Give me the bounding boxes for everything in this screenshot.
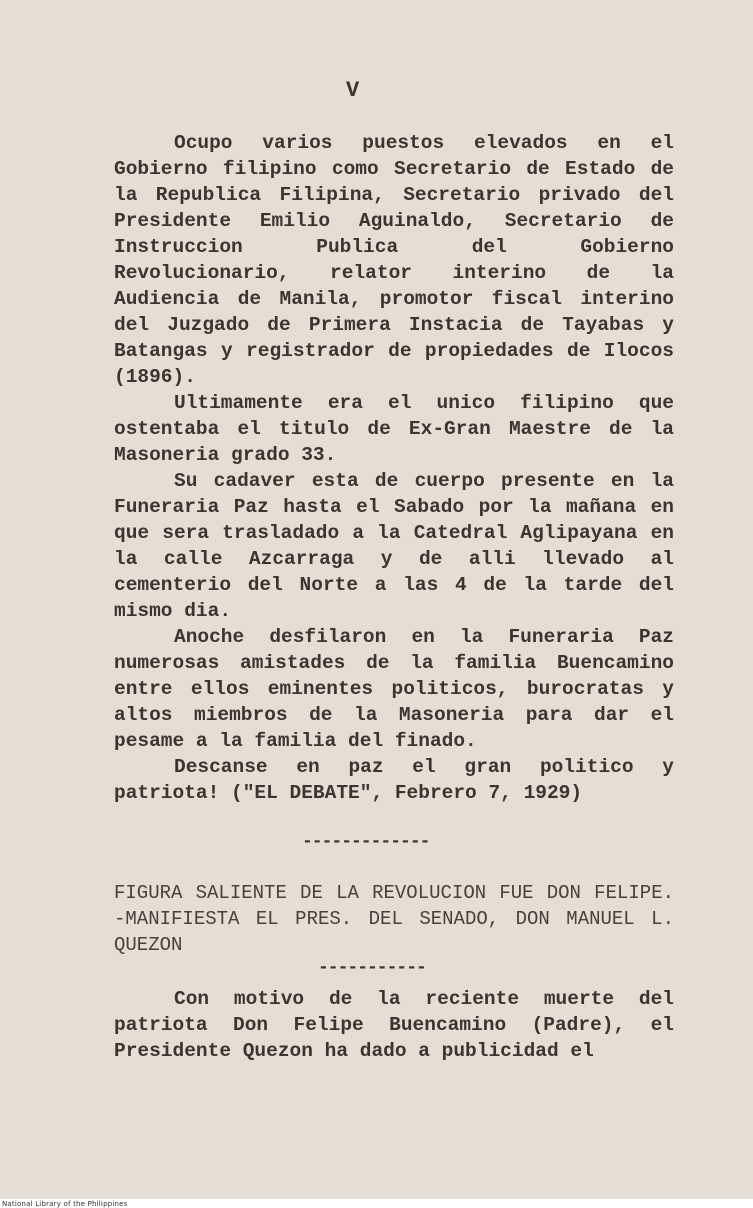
body-section-1 bbox=[114, 130, 674, 806]
paragraph-funeral: Su cadaver esta de cuerpo presente en la Funeraria Paz hasta el Sabado por la mañana en que sera trasladado a la Catedral Aglipayana en la calle Azcarraga y de alli llevado al cementerio del Norte a las 4 de la tarde del mismo dia. bbox=[114, 470, 674, 622]
paragraph-quezon: Con motivo de la reciente muerte del patriota Don Felipe Buencamino (Padre), el Presidente Quezon ha dado a publicidad el bbox=[114, 988, 674, 1062]
article-headline: FIGURA SALIENTE DE LA REVOLUCION FUE DON FELIPE. -MANIFIESTA EL PRES. DEL SENADO, DON MANUEL L. QUEZON bbox=[114, 882, 674, 956]
separator-top: ------------- bbox=[302, 832, 430, 852]
paragraph-positions: Ocupo varios puestos elevados en el Gobierno filipino como Secretario de Estado de la Republica Filipina, Secretario privado del Presidente Emilio Aguinaldo, Secretario de Instruccion Publica del Gobierno Revolucionario, relator interino de la Audiencia de Manila, promotor fiscal interino del Juzgado de Primera Instacia de Tayabas y Batangas y registrador de propiedades de Ilocos (1896). bbox=[114, 132, 674, 388]
page-number: V bbox=[346, 78, 360, 103]
library-credit: National Library of the Philippines bbox=[2, 1200, 128, 1208]
body-section-2 bbox=[114, 986, 674, 1064]
paragraph-closing: Descanse en paz el gran politico y patriota! ("EL DEBATE", Febrero 7, 1929) bbox=[114, 756, 674, 804]
paragraph-condolences: Anoche desfilaron en la Funeraria Paz numerosas amistades de la familia Buencamino entre ellos eminentes politicos, burocratas y altos miembros de la Masoneria para dar el pesame a la familia del finado. bbox=[114, 626, 674, 752]
separator-bottom: ----------- bbox=[318, 958, 426, 978]
paragraph-masoneria: Ultimamente era el unico filipino que ostentaba el titulo de Ex-Gran Maestre de la Masoneria grado 33. bbox=[114, 392, 674, 466]
